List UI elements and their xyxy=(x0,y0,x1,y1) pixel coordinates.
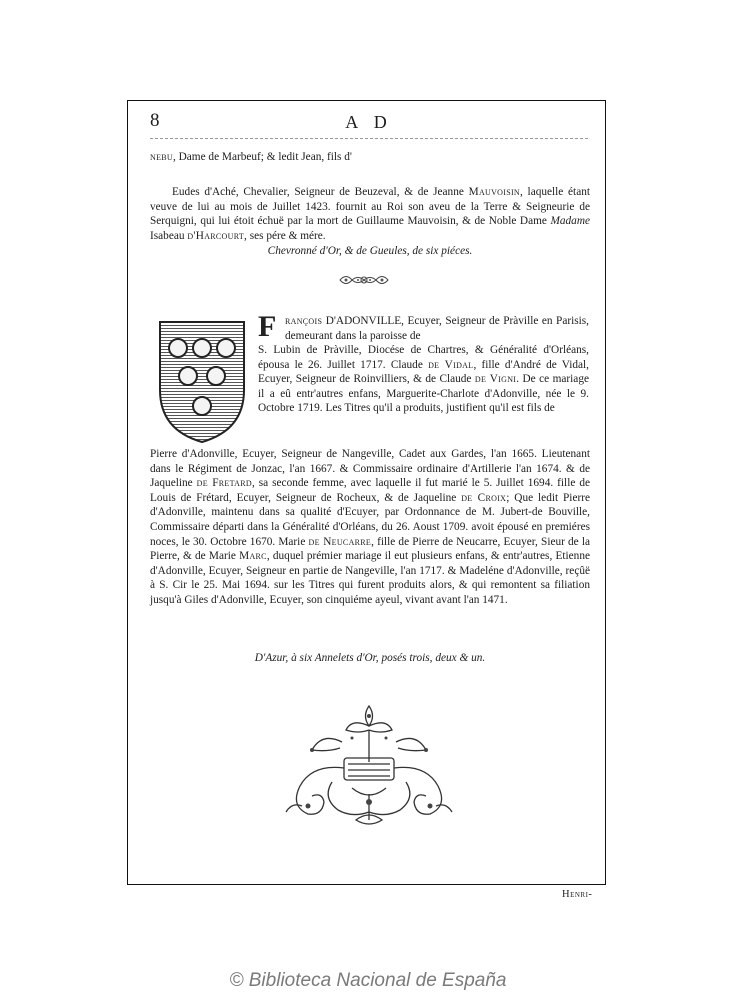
small-caps-text: nebu xyxy=(150,151,173,163)
italic-text: Madame xyxy=(550,215,590,228)
small-caps-text: rançois xyxy=(285,315,323,327)
page-number: 8 xyxy=(150,110,160,131)
paragraph-text: , sa seconde femme, avec laquelle il fut marié le 5. Juillet 1694. fille de Louis de Frétard, Ecuyer, Seigneur de Rocheux, & de Jaqueline xyxy=(150,477,590,504)
small-caps-text: de Fretard xyxy=(196,477,252,490)
paragraph-text: Eudes d'Aché, Chevalier, Seigneur de Beuzeval, & de Jeanne xyxy=(172,186,469,198)
blazon-text: Chevronné d'Or, & de Gueules, de six piéces. xyxy=(267,245,473,257)
paragraph-text: , fille d'André de Vidal, Ecuyer, Seigneur de Roinvilliers, & de Claude xyxy=(258,358,589,386)
small-caps-text: de Neucarre xyxy=(308,535,372,548)
paragraph-text: Pierre d'Adonville, Ecuyer, Seigneur de Nangeville, Cadet aux Gardes, l'an 1665. Lieutenant dans le Régiment de Jonzac, l'an 1667. & Commissaire ordinaire d'Artillerie l'an 1674. & de Jaqueline xyxy=(150,448,590,490)
paragraph-pierre xyxy=(150,447,590,608)
paragraph-eudes xyxy=(150,185,590,243)
fleuron-icon xyxy=(338,272,390,288)
header-rule xyxy=(150,138,588,139)
paragraph-francois-head xyxy=(285,314,589,343)
running-head-title: A D xyxy=(345,112,393,132)
running-head xyxy=(150,110,588,140)
small-caps-text: de Croix xyxy=(461,491,507,504)
blazon-text: D'Azur, à six Annelets d'Or, posés trois, deux & un. xyxy=(254,652,486,664)
paragraph-text: Isabeau xyxy=(150,229,188,242)
paragraph-text: , Dame de Marbeuf; & ledit Jean, fils d' xyxy=(172,151,352,163)
coat-of-arms-icon xyxy=(156,318,248,446)
paragraph-text: D'ADONVILLE, Ecuyer, Seigneur de Pràville en Parisis, demeurant dans la paroisse de xyxy=(285,315,589,342)
small-caps-text: de Vidal xyxy=(428,358,474,371)
paragraph-continuation xyxy=(150,150,590,165)
paragraph-text: , fille de Pierre de Neucarre, Ecuyer, Sieur de la Pierre, & de Marie xyxy=(150,535,590,563)
tailpiece-icon xyxy=(282,702,456,830)
paragraph-text: ; Que ledit Pierre d'Adonville, maintenu dans sa qualité d'Ecuyer, par Ordonnance de M. Jubert-de Bouville, Commissaire départi dans la Généralité d'Orléans, du 26. Aoust 1709. avoit épousé en premiéres noces, le 30. Octobre 1670. Marie xyxy=(150,491,591,548)
paragraph-text: , duquel prémier mariage il eut plusieurs enfans, & entr'autres, Etienne d'Adonville, Ecuyer, Seigneur en partie de Nangeville, l'an 1717. & Madeléne d'Adonville, reçûë à S. Cir le 25. Mai 1694. sur les Titres qui furent produits alors, & qui remontent sa filiation jusqu'à Giles d'Adonville, Ecuyer, son cinquiéme ayeul, vivant avant l'an 1471. xyxy=(150,550,590,606)
watermark: © Biblioteca Nacional de España xyxy=(229,970,507,991)
small-caps-text: Mauvoisin xyxy=(468,186,521,198)
paragraph-francois xyxy=(258,343,589,416)
paragraph-text: S. Lubin de Pràville, Diocése de Chartres, & Généralité d'Orléans, épousa le 26. Juillet 1717. Claude xyxy=(258,344,589,371)
small-caps-text: de Vigni xyxy=(474,373,517,386)
paragraph-text: , ses pére & mére. xyxy=(244,229,326,242)
paragraph-text: . De ce mariage il a eû entr'autres enfans, Marguerite-Charlote d'Adonville, née le 9. Octobre 1719. Les Titres qu'il a produits, justifient qu'il est fils de xyxy=(258,373,589,415)
paragraph-text: , laquelle étant veuve de lui au mois de Juillet 1423. fournit au Roi son aveu de la Terre & Seigneurie de Serquigni, qui lui étoit échuë par la mort de Guillaume Mauvoisin, & de Noble Dame xyxy=(150,186,590,228)
drop-cap: F xyxy=(258,310,277,343)
small-caps-text: d'Harcourt xyxy=(187,229,245,242)
small-caps-text: Marc xyxy=(239,550,267,563)
catchword: Henri- xyxy=(562,889,593,900)
